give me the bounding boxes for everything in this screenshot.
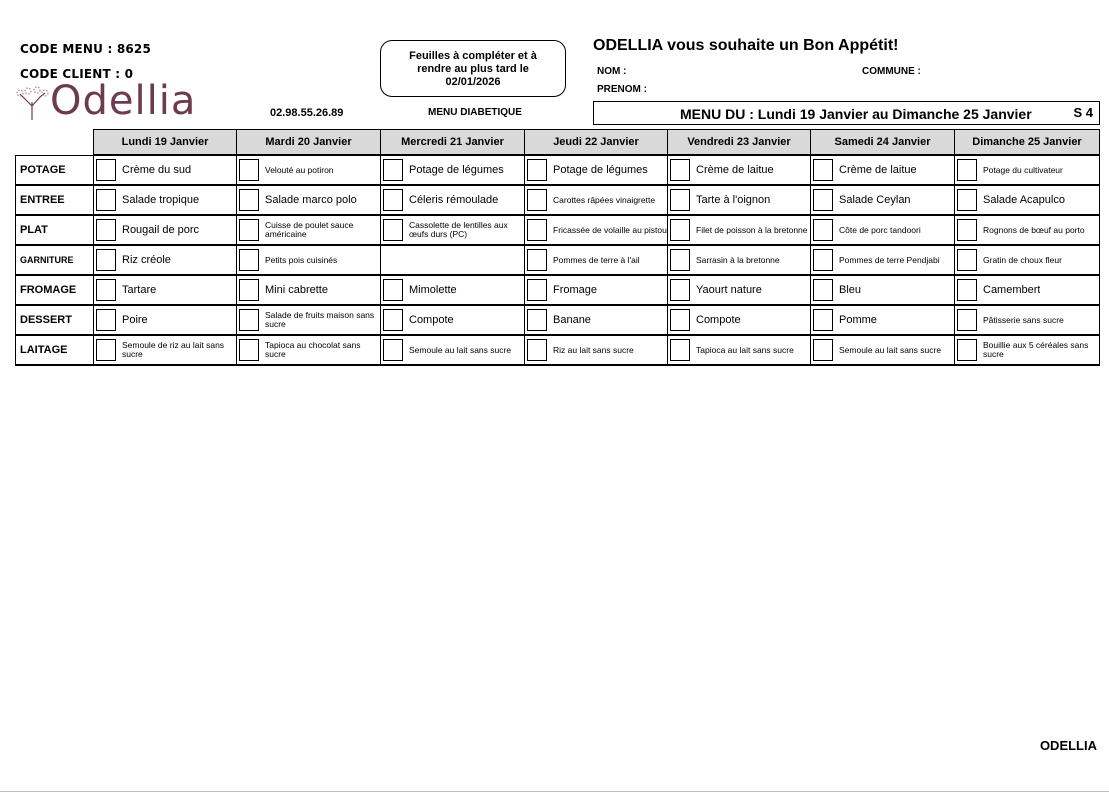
dish-name: Fromage xyxy=(553,284,598,296)
course-row xyxy=(16,245,1100,275)
menu-cell xyxy=(811,335,955,365)
dish-name: Salade Acapulco xyxy=(983,194,1065,206)
week-title: MENU DU : Lundi 19 Janvier au Dimanche 25 Janvier xyxy=(680,106,1032,122)
selection-checkbox[interactable] xyxy=(527,279,547,301)
menu-cell xyxy=(525,305,668,335)
dish-name: Potage du cultivateur xyxy=(983,165,1063,175)
menu-cell xyxy=(94,215,237,245)
selection-checkbox[interactable] xyxy=(239,279,259,301)
dish-name: Mini cabrette xyxy=(265,284,328,296)
course-label: PLAT xyxy=(16,215,94,245)
dish-name: Compote xyxy=(696,314,741,326)
dish-name: Potage de légumes xyxy=(553,164,648,176)
dish-name: Bleu xyxy=(839,284,862,296)
dish-name: Cassolette de lentilles aux œufs durs (PC) xyxy=(409,221,508,239)
dish-name: Salade marco polo xyxy=(265,194,357,206)
day-header: Vendredi 23 Janvier xyxy=(668,130,811,156)
selection-checkbox[interactable] xyxy=(96,279,116,301)
dish-name: Tarte à l'oignon xyxy=(696,194,771,206)
dish-name: Petits pois cuisinés xyxy=(265,255,338,265)
menu-cell xyxy=(955,275,1100,305)
phone-number: 02.98.55.26.89 xyxy=(270,107,344,119)
dish-name: Gratin de choux fleur xyxy=(983,255,1062,265)
day-header-row xyxy=(16,130,1100,156)
menu-cell xyxy=(525,215,668,245)
dish-name: Salade de fruits maison sans sucre xyxy=(265,311,375,329)
menu-cell xyxy=(94,275,237,305)
selection-checkbox[interactable] xyxy=(96,159,116,181)
course-label: LAITAGE xyxy=(16,335,94,365)
selection-checkbox[interactable] xyxy=(957,249,977,271)
menu-cell xyxy=(525,155,668,185)
selection-checkbox[interactable] xyxy=(239,339,259,361)
menu-cell xyxy=(525,185,668,215)
course-label: FROMAGE xyxy=(16,275,94,305)
day-header: Samedi 24 Janvier xyxy=(811,130,955,156)
selection-checkbox[interactable] xyxy=(527,339,547,361)
menu-cell xyxy=(381,335,525,365)
menu-cell xyxy=(381,215,525,245)
nom-label: NOM : xyxy=(597,66,627,77)
menu-cell xyxy=(381,185,525,215)
dish-name: Pommes de terre à l'ail xyxy=(553,255,640,265)
selection-checkbox[interactable] xyxy=(957,279,977,301)
dish-name: Fricassée de volaille au pistou xyxy=(553,225,667,235)
selection-checkbox[interactable] xyxy=(383,159,403,181)
selection-checkbox[interactable] xyxy=(813,159,833,181)
menu-cell xyxy=(237,245,381,275)
selection-checkbox[interactable] xyxy=(670,189,690,211)
dish-name: Pomme xyxy=(839,314,877,326)
menu-cell xyxy=(381,245,525,275)
dish-name: Tapioca au chocolat sans sucre xyxy=(265,341,361,359)
selection-checkbox[interactable] xyxy=(527,249,547,271)
dish-name: Poire xyxy=(122,314,148,326)
selection-checkbox[interactable] xyxy=(670,249,690,271)
selection-checkbox[interactable] xyxy=(957,189,977,211)
selection-checkbox[interactable] xyxy=(957,219,977,241)
week-number: S 4 xyxy=(1073,105,1093,120)
menu-cell xyxy=(525,275,668,305)
menu-cell xyxy=(668,185,811,215)
day-header: Dimanche 25 Janvier xyxy=(955,130,1100,156)
footer-brand: ODELLIA xyxy=(1039,738,1097,753)
dish-name: Rognons de bœuf au porto xyxy=(983,225,1085,235)
dish-name: Carottes râpées vinaigrette xyxy=(553,195,656,205)
menu-cell xyxy=(955,185,1100,215)
dish-name: Pâtisserie sans sucre xyxy=(983,315,1064,325)
menu-cell xyxy=(94,335,237,365)
selection-checkbox[interactable] xyxy=(527,219,547,241)
selection-checkbox[interactable] xyxy=(383,189,403,211)
course-row xyxy=(16,275,1100,305)
dish-name: Semoule au lait sans sucre xyxy=(839,345,942,355)
deadline-line-1: Feuilles à compléter et à xyxy=(409,50,537,62)
course-label: GARNITURE xyxy=(16,245,94,275)
selection-checkbox[interactable] xyxy=(670,219,690,241)
dish-name: Bouillie aux 5 céréales sans sucre xyxy=(983,341,1089,359)
tree-icon xyxy=(12,84,52,124)
selection-checkbox[interactable] xyxy=(239,309,259,331)
course-label: ENTREE xyxy=(16,185,94,215)
course-row xyxy=(16,155,1100,185)
menu-cell xyxy=(811,305,955,335)
prenom-label: PRENOM : xyxy=(597,84,647,95)
menu-cell xyxy=(381,275,525,305)
selection-checkbox[interactable] xyxy=(670,309,690,331)
dish-name: Camembert xyxy=(983,284,1041,296)
menu-cell xyxy=(94,245,237,275)
dish-name: Crème du sud xyxy=(122,164,192,176)
odellia-logo xyxy=(12,78,212,130)
selection-checkbox[interactable] xyxy=(957,159,977,181)
menu-cell xyxy=(955,155,1100,185)
dish-name: Côte de porc tandoori xyxy=(839,225,921,235)
menu-cell xyxy=(811,185,955,215)
dish-name: Tartare xyxy=(122,284,157,296)
selection-checkbox[interactable] xyxy=(96,189,116,211)
menu-cell xyxy=(955,215,1100,245)
dish-name: Potage de légumes xyxy=(409,164,504,176)
dish-name: Semoule de riz au lait sans sucre xyxy=(122,341,225,359)
menu-type: MENU DIABETIQUE xyxy=(428,107,522,118)
menu-cell xyxy=(668,335,811,365)
selection-checkbox[interactable] xyxy=(239,159,259,181)
menu-cell xyxy=(668,215,811,245)
course-row xyxy=(16,185,1100,215)
code-client: CODE CLIENT : 0 xyxy=(20,67,134,81)
selection-checkbox[interactable] xyxy=(813,339,833,361)
selection-checkbox[interactable] xyxy=(239,249,259,271)
menu-cell xyxy=(955,245,1100,275)
day-header: Jeudi 22 Janvier xyxy=(525,130,668,156)
course-label: DESSERT xyxy=(16,305,94,335)
logo-wordmark: Odellia xyxy=(50,78,197,124)
selection-checkbox[interactable] xyxy=(813,249,833,271)
menu-cell xyxy=(668,305,811,335)
dish-name: Pommes de terre Pendjabi xyxy=(839,255,940,265)
dish-name: Tapioca au lait sans sucre xyxy=(696,345,794,355)
dish-name: Banane xyxy=(553,314,591,326)
menu-cell xyxy=(237,305,381,335)
course-row xyxy=(16,305,1100,335)
page-divider xyxy=(0,791,1109,792)
week-banner xyxy=(593,101,1100,125)
selection-checkbox[interactable] xyxy=(670,339,690,361)
deadline-line-3: 02/01/2026 xyxy=(445,76,501,88)
menu-cell xyxy=(237,155,381,185)
selection-checkbox[interactable] xyxy=(96,309,116,331)
dish-name: Céleris rémoulade xyxy=(409,194,499,206)
selection-checkbox[interactable] xyxy=(239,219,259,241)
menu-cell xyxy=(525,335,668,365)
deadline-line-2: rendre au plus tard le xyxy=(417,63,529,75)
menu-cell xyxy=(237,335,381,365)
selection-checkbox[interactable] xyxy=(670,279,690,301)
course-row xyxy=(16,215,1100,245)
selection-checkbox[interactable] xyxy=(527,309,547,331)
dish-name: Filet de poisson à la bretonne xyxy=(696,225,808,235)
greeting: ODELLIA vous souhaite un Bon Appétit! xyxy=(593,37,899,54)
menu-cell xyxy=(668,275,811,305)
menu-cell xyxy=(237,185,381,215)
menu-cell xyxy=(525,245,668,275)
menu-cell xyxy=(955,335,1100,365)
selection-checkbox[interactable] xyxy=(670,159,690,181)
dish-name: Riz créole xyxy=(122,254,171,266)
menu-grid xyxy=(15,129,1100,366)
selection-checkbox[interactable] xyxy=(239,189,259,211)
menu-cell xyxy=(94,155,237,185)
selection-checkbox[interactable] xyxy=(383,339,403,361)
day-header: Mardi 20 Janvier xyxy=(237,130,381,156)
menu-cell xyxy=(94,185,237,215)
code-menu: CODE MENU : 8625 xyxy=(20,42,152,56)
menu-cell xyxy=(381,305,525,335)
dish-name: Sarrasin à la bretonne xyxy=(696,255,780,265)
selection-checkbox[interactable] xyxy=(527,159,547,181)
dish-name: Mimolette xyxy=(409,284,457,296)
dish-name: Velouté au potiron xyxy=(265,165,334,175)
commune-label: COMMUNE : xyxy=(862,66,921,77)
menu-cell xyxy=(237,275,381,305)
menu-cell xyxy=(668,245,811,275)
menu-cell xyxy=(811,155,955,185)
selection-checkbox[interactable] xyxy=(813,309,833,331)
selection-checkbox[interactable] xyxy=(957,309,977,331)
menu-cell xyxy=(811,245,955,275)
selection-checkbox[interactable] xyxy=(383,309,403,331)
day-header: Mercredi 21 Janvier xyxy=(381,130,525,156)
selection-checkbox[interactable] xyxy=(96,249,116,271)
selection-checkbox[interactable] xyxy=(527,189,547,211)
menu-cell xyxy=(811,215,955,245)
menu-cell xyxy=(94,305,237,335)
selection-checkbox[interactable] xyxy=(96,339,116,361)
selection-checkbox[interactable] xyxy=(813,219,833,241)
menu-cell xyxy=(381,155,525,185)
menu-cell xyxy=(955,305,1100,335)
selection-checkbox[interactable] xyxy=(957,339,977,361)
selection-checkbox[interactable] xyxy=(813,279,833,301)
menu-cell xyxy=(668,155,811,185)
dish-name: Crème de laitue xyxy=(839,164,917,176)
dish-name: Compote xyxy=(409,314,454,326)
dish-name: Salade tropique xyxy=(122,194,200,206)
selection-checkbox[interactable] xyxy=(96,219,116,241)
selection-checkbox[interactable] xyxy=(383,219,403,241)
deadline-notice xyxy=(380,40,566,97)
menu-cell xyxy=(811,275,955,305)
dish-name: Yaourt nature xyxy=(696,284,762,296)
course-row xyxy=(16,335,1100,365)
dish-name: Riz au lait sans sucre xyxy=(553,345,634,355)
selection-checkbox[interactable] xyxy=(383,279,403,301)
menu-cell xyxy=(237,215,381,245)
dish-name: Rougail de porc xyxy=(122,224,200,236)
selection-checkbox[interactable] xyxy=(813,189,833,211)
corner-cell xyxy=(16,130,94,156)
dish-name: Crème de laitue xyxy=(696,164,774,176)
dish-name: Semoule au lait sans sucre xyxy=(409,345,512,355)
dish-name: Salade Ceylan xyxy=(839,194,911,206)
course-label: POTAGE xyxy=(16,155,94,185)
day-header: Lundi 19 Janvier xyxy=(94,130,237,156)
dish-name: Cuisse de poulet sauce américaine xyxy=(265,221,354,239)
